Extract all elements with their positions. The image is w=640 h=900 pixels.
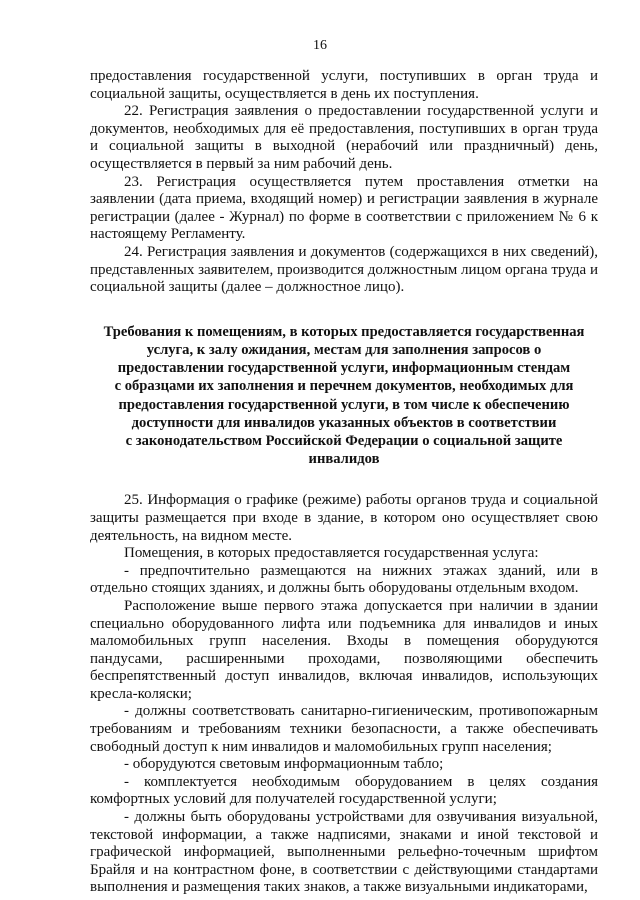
- heading-line: доступности для инвалидов указанных объектов в соответствии: [131, 414, 557, 431]
- heading-line: инвалидов: [308, 451, 380, 468]
- heading-line: с законодательством Российской Федерации о социальной защите: [125, 432, 563, 449]
- paragraph-22: 22. Регистрация заявления о предоставлении государственной услуги и документов, необходимых для её предоставления, поступивших в орган труда и социальной защиты в выходной (нерабочий или праздничный) день, осуществляется в первый за ним рабочий день.: [90, 103, 598, 172]
- heading-line: предоставления государственной услуги, в том числе к обеспечению: [118, 396, 570, 413]
- list-item-light-board: - оборудуются световым информационным табло;: [124, 756, 444, 773]
- paragraph-25: 25. Информация о графике (режиме) работы органов труда и социальной защиты размещается при входе в здание, в котором оно осуществляет свою деятельность, на видном месте.: [90, 492, 598, 544]
- heading-line: Требования к помещениям, в которых предоставляется государственная: [103, 323, 585, 340]
- list-item-equipment: - комплектуется необходимым оборудованием в целях создания комфортных условий для получателей государственной услуги;: [90, 773, 598, 808]
- paragraph-premises-intro: Помещения, в которых предоставляется государственная услуга:: [124, 545, 539, 562]
- document-body: [90, 68, 598, 897]
- heading-line: предоставлении государственной услуги, информационным стендам: [117, 360, 571, 377]
- page-number: 16: [313, 38, 327, 53]
- paragraph-23: 23. Регистрация осуществляется путем проставления отметки на заявлении (дата приема, входящий номер) и регистрации заявления в журнале регистрации (далее - Журнал) по форме в соответствии с приложением № 6 к настоящему Регламенту.: [90, 173, 598, 243]
- heading-line: услуга, к залу ожидания, местам для заполнения запросов о: [146, 341, 542, 358]
- paragraph-continuation: предоставления государственной услуги, поступивших в орган труда и социальной защиты, осуществляется в день их поступления.: [90, 68, 598, 102]
- list-item-lower-floors: - предпочтительно размещаются на нижних этажах зданий, или в отдельно стоящих зданиях, и должны быть оборудованы отдельным входом.: [90, 562, 598, 597]
- heading-line: с образцами их заполнения и перечнем документов, необходимых для: [114, 378, 574, 395]
- section-heading: [90, 323, 598, 469]
- list-item-audio-braille: - должны быть оборудованы устройствами для озвучивания визуальной, текстовой информации, а также надписями, знаками и иной текстовой и графической информацией, выполненными рельефно-точечным шрифтом Брайля и на контрастном фоне, в соответствии с действующими стандартами выполнения и размещения таких знаков, а также визуальными индикаторами,: [90, 809, 598, 896]
- paragraph-upper-floor-access: Расположение выше первого этажа допускается при наличии в здании специально оборудованного лифта или подъемника для инвалидов и иных маломобильных групп населения. Входы в помещения оборудуются пандусами, расширенными проходами, позволяющими обеспечить беспрепятственный доступ инвалидов, включая инвалидов, использующих кресла-коляски;: [90, 597, 598, 702]
- paragraph-24: 24. Регистрация заявления и документов (содержащихся в них сведений), представленных заявителем, производится должностным лицом органа труда и социальной защиты (далее – должностное лицо).: [90, 243, 598, 296]
- list-item-sanitary-requirements: - должны соответствовать санитарно-гигиеническим, противопожарным требованиям и требованиям техники безопасности, а также обеспечивать свободный доступ к ним инвалидов и маломобильных групп населения;: [90, 703, 598, 755]
